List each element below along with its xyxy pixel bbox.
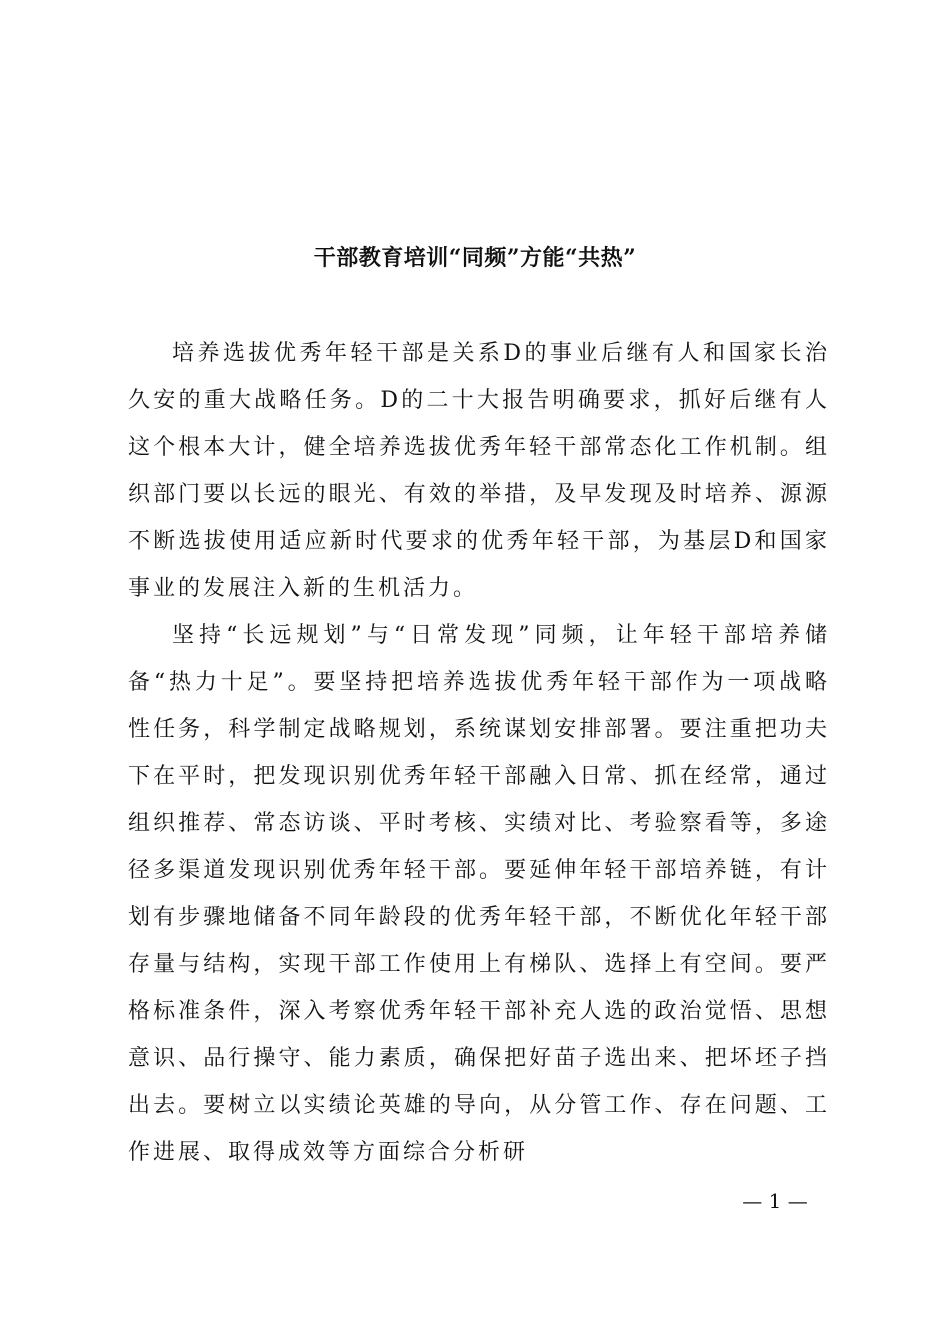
page-number: — 1 —	[742, 1189, 808, 1213]
document-title: 干部教育培训“同频”方能“共热”	[313, 245, 637, 271]
document-body	[128, 330, 830, 1176]
paragraph: 坚持“长远规划”与“日常发现”同频，让年轻干部培养储备“热力十足”。要坚持把培养选拔优秀年轻干部作为一项战略性任务，科学制定战略规划，系统谋划安排部署。要注重把功夫下在平时，把发现识别优秀年轻干部融入日常、抓在经常，通过组织推荐、常态访谈、平时考核、实绩对比、考验察看等，多途径多渠道发现识别优秀年轻干部。要延伸年轻干部培养链，有计划有步骤地储备不同年龄段的优秀年轻干部，不断优化年轻干部存量与结构，实现干部工作使用上有梯队、选择上有空间。要严格标准条件，深入考察优秀年轻干部补充人选的政治觉悟、思想意识、品行操守、能力素质，确保把好苗子选出来、把坏坯子挡出去。要树立以实绩论英雄的导向，从分管工作、存在问题、工作进展、取得成效等方面综合分析研	[128, 623, 830, 1165]
paragraph: 培养选拔优秀年轻干部是关系D的事业后继有人和国家长治久安的重大战略任务。D的二十大报告明确要求，抓好后继有人这个根本大计，健全培养选拔优秀年轻干部常态化工作机制。组织部门要以长远的眼光、有效的举措，及早发现及时培养、源源不断选拔使用适应新时代要求的优秀年轻干部，为基层D和国家事业的发展注入新的生机活力。	[128, 341, 830, 601]
